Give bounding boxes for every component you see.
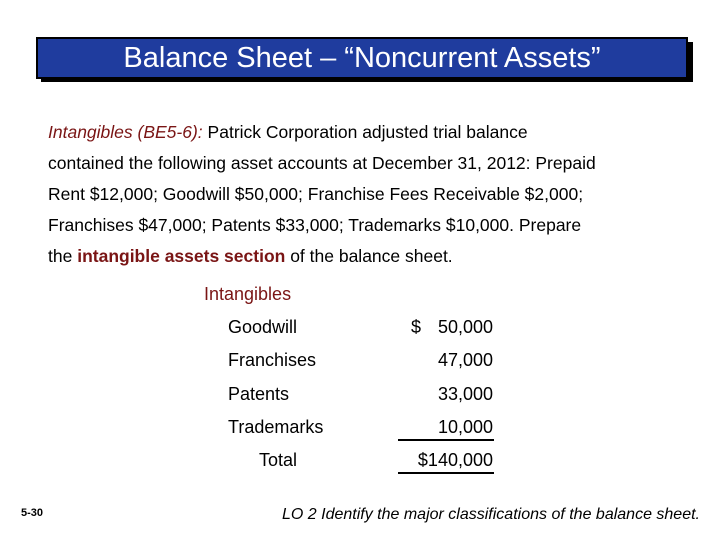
problem-lead: Intangibles (BE5-6): xyxy=(48,122,203,142)
total-label: Total xyxy=(259,450,298,470)
total-row xyxy=(0,446,720,476)
total-rule xyxy=(398,472,494,474)
row-amount: 50,000 xyxy=(437,317,493,337)
problem-highlight: intangible assets section xyxy=(77,246,286,266)
row-label: Goodwill xyxy=(228,317,298,337)
problem-line-1 xyxy=(48,117,688,148)
section-heading: Intangibles xyxy=(204,284,292,304)
problem-line-4: Franchises $47,000; Patents $33,000; Trademarks $10,000. Prepare xyxy=(48,215,582,235)
row-label: Franchises xyxy=(228,350,317,370)
problem-line-5-start: the xyxy=(48,246,78,266)
table-row xyxy=(0,380,720,410)
problem-text xyxy=(48,117,688,272)
learning-objective: LO 2 Identify the major classifications of the balance sheet. xyxy=(281,506,700,523)
row-currency: $ xyxy=(411,317,422,337)
problem-line-3: Rent $12,000; Goodwill $50,000; Franchise Fees Receivable $2,000; xyxy=(48,184,584,204)
table-row xyxy=(0,413,720,443)
row-amount: 10,000 xyxy=(437,417,493,437)
row-label: Trademarks xyxy=(228,417,324,437)
row-amount: 33,000 xyxy=(437,384,493,404)
table-row xyxy=(0,346,720,376)
slide-title: Balance Sheet – “Noncurrent Assets” xyxy=(36,37,688,79)
total-amount: $140,000 xyxy=(417,450,493,470)
slide-number: 5-30 xyxy=(21,507,44,519)
row-label: Patents xyxy=(228,384,290,404)
problem-line-2: contained the following asset accounts at December 31, 2012: Prepaid xyxy=(48,153,596,173)
table-row xyxy=(0,313,720,343)
problem-line-5-end: of the balance sheet. xyxy=(285,246,453,266)
problem-line-1-text: Patrick Corporation adjusted trial balance xyxy=(207,122,528,142)
row-amount: 47,000 xyxy=(437,350,493,370)
subtotal-rule xyxy=(398,439,494,441)
problem-line-5 xyxy=(48,241,688,272)
